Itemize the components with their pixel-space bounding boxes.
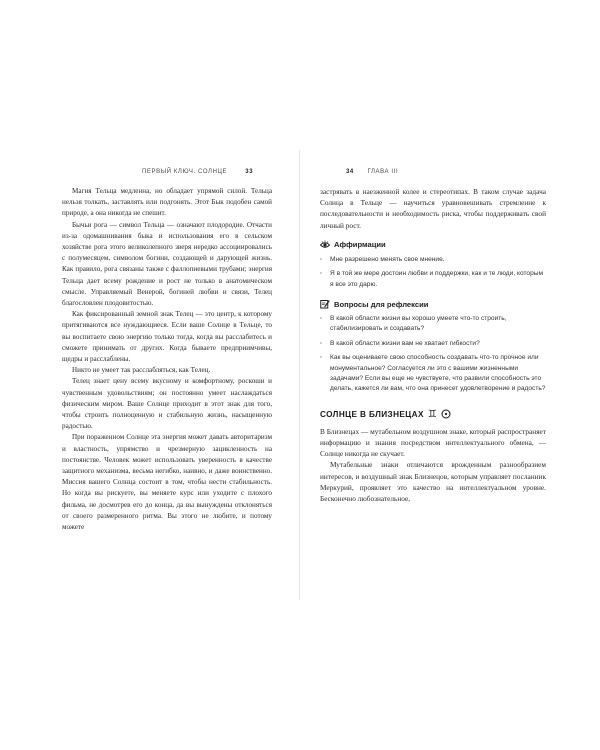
- paragraph: Магия Тельца медленна, но обладает упрямой силой. Тельца нельзя толкать, заставлять или подгонять. Этот Бык подобен самой природе, а она никогда не спешит.: [62, 187, 272, 218]
- paragraph: Никто не умеет так расслабляться, как Телец.: [72, 366, 211, 375]
- right-running-head-title: ГЛАВА III: [367, 169, 399, 175]
- reflection-heading: [320, 299, 546, 309]
- paragraph: При пораженном Солнце эта энергия может давать авторитаризм и властность, упрямство и чрезмерную зацикленность на постоянстве. Человек может использовать уверенность в качестве защитного механизма, весьма негибко, наивно, и даже воинственно. Миссия вашего Солнца состоит в том, чтобы нести стабильность. Но когда вы рискуете, вы меняете курс или уходите с плохого фильма, не досмотрев его до конца, да вы вынуждены отклоняться от своего размеренного ритма. Вы этого не любите, и потому можете: [62, 433, 272, 532]
- notepad-pencil-icon: [320, 299, 330, 309]
- page-gutter: [299, 150, 300, 600]
- left-body-text: [62, 186, 272, 533]
- right-body-text: [320, 426, 546, 504]
- left-running-head: [142, 169, 253, 175]
- paragraph: Телец знает цену всему вкусному и комфортному, роскоши и чувственным удовольствиям; он постоянно умеет наслаждаться физическим миром. Ваше Солнце приходит в этот знак для того, чтобы строить полноценную и стабильную жизнь, насыщенную радостью.: [62, 377, 272, 431]
- affirmations-heading-label: Аффирмации: [334, 240, 386, 250]
- right-page: [320, 186, 546, 504]
- list-item: · Я в той же мере достоин любви и поддержки, как и те люди, которым я все это дарю.: [320, 269, 546, 290]
- intro-paragraph: застрявать в наезженной колее и стереотипах. В таком случае задача Солнца в Тельце — научиться уравновешивать стремление к последовательности и необходимость риска, чтобы поддерживать свой личный рост.: [320, 187, 546, 230]
- paragraph: В Близнецах — мутабельном воздушном знаке, который распространяет информацию и знания посредством интеллектуального обмена, — Солнце никогда не скучает.: [320, 426, 546, 459]
- reflection-heading-label: Вопросы для рефлексии: [334, 299, 429, 309]
- left-page-number: 33: [245, 169, 254, 175]
- paragraph: Как фиксированный земной знак Телец — это центр, к которому притягиваются все нуждающиеся. Если ваше Солнце в Тельце, то вы воспитаете свою энергию только тогда, когда вы расслабитесь и сможете принимать от других. Когда бываете предприимчивы, щедры и расслаблены.: [62, 310, 272, 364]
- eye-icon: [320, 240, 330, 250]
- right-page-number: 34: [346, 169, 354, 175]
- list-item: · В какой области жизни вы хорошо умеете что-то строить, стабилизировать и создавать?: [320, 314, 546, 335]
- sun-symbol-icon: [441, 409, 451, 419]
- reflection-list: [320, 314, 546, 395]
- list-item: · Мне разрешено менять свое мнение.: [320, 255, 546, 265]
- left-page: [62, 186, 272, 533]
- chapter-heading: [320, 409, 546, 420]
- affirmations-heading: [320, 240, 546, 250]
- paragraph: Мутабельные знаки отличаются врожденным разнообразием интересов, и воздушный знак Близнецов, которым управляет посланник Меркурий, проявляет это качество на интеллектуальном уровне. Бесконечно любознательное,: [320, 460, 546, 504]
- gemini-icon: ♊: [427, 408, 438, 420]
- list-item: · В какой области жизни вам не хватает гибкости?: [320, 339, 546, 349]
- right-running-head: [346, 169, 398, 175]
- chapter-title: СОЛНЦЕ В БЛИЗНЕЦАХ: [320, 409, 424, 419]
- left-running-head-title: ПЕРВЫЙ КЛЮЧ. СОЛНЦЕ: [142, 169, 228, 175]
- paragraph: Бычьи рога — символ Тельца — означают плодородие. Отчасти из-за одомашнивания быка и использования его в сельском хозяйстве рога этого великолепного зверя нередко ассоциировались с полумесяцем, символом богини, создающей и дарующей жизнь. Как правило, рога связаны также с фаллопиевыми трубами; энергия Тельца дает всему рождение и рост не только в анатомическом смысле. Управляемый Венерой, богиней любви и связи, Телец благословлен плодовитостью.: [62, 220, 272, 308]
- right-intro-text: [320, 186, 546, 231]
- list-item: · Как вы оцениваете свою способность создавать что-то прочное или монументальное? Согласуется ли это с вашими жизненными задачами? Если вы еще не чувствуете, что развили способность это делать, кажется ли вам, что она принесет удовлетворение и радость?: [320, 353, 546, 395]
- affirmations-list: [320, 255, 546, 290]
